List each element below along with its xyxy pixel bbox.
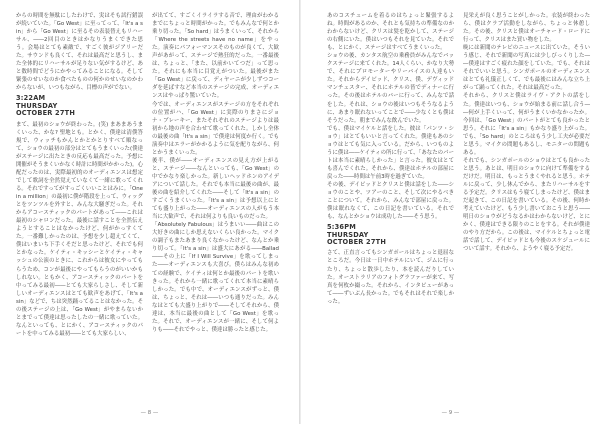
right-page-columns xyxy=(327,12,590,306)
paragraph: でも、僕はマイケルと話をした。彼は「パンツ・ショウ」はとてもいいと言ってくれた。僕達もあのショウはとても気に入っている。だから、いつものように僕は――ケイティの所に行って、「あなたのパートは本当に素晴らしかった」と言った。彼女はとても喜んでくれた。それから、僕達はホテルの部屋に戻った――時間は午前3時を過ぎていた。 xyxy=(327,125,454,180)
paragraph: 「Absolutely Fabulous」はうまいい――曲はこの大好きの曲にしか思えないくらい良かった。マイクの調子もまたあまり良くなかったけど、なんとか乗り切って。「It's a sin」は盛大にあがる――Ballad――その上に「If I Will Survive」を歌ってしまった――オーディエンスも大喜び。僕らはみんな初めての経験で、ケイティは何とか最後のパートを歌いきった。それから一緒に歌ってくれて本当に素晴らしかった。でも中で、オーディエンスがずっと、僕は、ちょっと、それは――いつも通りだった。みんなはとても大盛り上がりで――そしてそれから、僕達は、本当に最後の曲として「Go West」を歌った。それで、オーディエンスが一緒に、そして何よりも――それでやっと、僕達は勝ったと感じた。 xyxy=(152,222,279,333)
section-time: 5:36PM xyxy=(327,223,356,232)
paragraph: からの時間を無駄にしたわけで、実はそも試行錯誤が続いていた。「Go West」に至ってって、「It's a sin」から「Go West」に至るその表装替えもリハーサル、――2回目のときはかなりうまくできた思う。会場はとても素敵で、すごく彼がジアリーだた。サウンドも良くて、それは最高だと思うし、また全体的にリハーサルが足りない気がするけど、あと数時間でどうにかやってみることになる。そして緊張のせいなのか食べたものの何かのせいなのかわからないが、いつもながら、目標の声がでない。 xyxy=(16,13,143,92)
left-page xyxy=(0,0,299,424)
section-date: OCTOBER 27TH xyxy=(327,238,387,247)
left-column-2 xyxy=(152,12,279,338)
page-number: — 9 — xyxy=(441,410,460,416)
paragraph: その後、デイビッドとクリスと僕は話をした――ショウのことや、ツアーのこと、そして次にやるべきことについて。それから、みんなで部屋に戻った。僕は眠れなくて、この日記を書いている。それでも、なんとかショウは成功した――そう思う。 xyxy=(327,181,454,221)
section-day: THURSDAY xyxy=(16,101,58,110)
paragraph: が出てて、すごくイライラする音で、理由がわかるまでにちょっと時間がかった。でもみんなで何とか乗り切った。「So hard」はうまくいって、それから「Where the streets have no name」をやった。演奏にパフォーマンスそのものが良くて、大歓声があがって、ステージで熱狂的だった。一番最後は、ちょっと、「また、以前かいてつだ」って思った。それにも本当に目覚えがついた。最後がまた「Go West」に戻って、ディヤーニが少しずつコーダを延ばすなど本当のステージの完成、オーディエンスはやっぱり驚いていた。 xyxy=(152,13,279,100)
section-day: THURSDAY xyxy=(327,230,369,239)
right-column-1 xyxy=(327,12,454,306)
paragraph: 後半、僕が――オーディエンスの見え方が上がると、ステージ――なんといっても、「Go West」の中でかなり楽しかった。新しいヘッドホンのアイデアについて話した。それでも本当に最後の曲が、最後の曲を紹介してくれた――そして「It's a sin」のすごくうまくいった。「It's a sin」は予想以上にとても盛り上がった――オーディエンスの人がもう本当に大歓声で、それは何よりも良いものだった。 xyxy=(152,157,279,221)
section-time: 3:22AM xyxy=(16,94,46,103)
paragraph: それから、クリスと僕はライヴ・アクトの話をした。僕達はいつも、ショウが始まる前に話し合う――何が上手くいって、何がうまくいかなかったか。今回は、「Go West」のパートがとても良かったと思う。それに「It's a sin」もかなり盛り上がった。でも、「So hard」のところはもう少し工夫が必要だと思う。マイクの問題もあるし、モニターの問題もある。 xyxy=(463,93,590,156)
right-column-2 xyxy=(463,12,590,306)
paragraph: あのコスチュームを着るのはちょっと緊張するよね。時間があるのか、それとも気持ちの準備なのかわからないけど、クリスは髪を乾かして、ステージの右側にいた。僕はいつもそれを見ていた。それでも、とにかく、ステージはすべてうまくいった。 xyxy=(327,13,454,52)
left-column-1 xyxy=(16,12,143,338)
section-heading xyxy=(16,95,143,117)
left-page-columns xyxy=(16,12,279,338)
page-number: — 8 — xyxy=(140,410,159,416)
paragraph: さて、正直言ってもシンガポールはちょっと退屈なところだ。今日は一日中ホテルにいて、ジムに行ったり、ちょっと散歩したり、本を読んだりしていた。オーストラリアのフォトグラファーが来て、写真を何枚か撮った。それから、インタビューがあって――ずいぶん長かった。でもそれはそれで楽しかった。 xyxy=(327,250,454,305)
paragraph: 見栄えが良く思うことがしかった。衣装が終わったら、僕はクラブ活動をしながら、ちょっと休憩した。その後、クリスと僕はオーチャード・ロードに行って、クリスはまた買い物をした。 xyxy=(463,13,590,44)
paragraph: 晩には新聞のテレビのニュースに出ていた。そういう感じ、それで新聞の写真には少しびっくりした――僕達はすごく疲れた顔をしていた。でも、それはそれでいいと思う。シンガポールのオーディエンスはとても礼儀正しくて、でも最後にはみんな立ち上がって踊ってくれた。それは最高だった。 xyxy=(463,45,590,92)
paragraph: ショウの後、カンタス航空の乗務員がみんなでバックステージに来てくれた。14人くらい、かなり大勢で、それにプロモーターやリーバイスの人達もいた。それからデイビッド、クリス、僕、デヴィッドマンチェスター、それにホテルの皆でディナーに行った。その後はホテルのバーに行って、みんなで話をした。それは、ショウの後はいつもそうなるように、あまり眠れないってことで――少なくとも僕はそうだった。朝までみんな飲んでいた。 xyxy=(327,53,454,124)
section-heading xyxy=(327,224,454,246)
paragraph: それでも、シンガポールのショウはとても良かったと思う。あとは、明日のショウに向けて準備をするだけだ。明日は、もっとうまくやれると思う。ホテルに戻って、少し休んでから、またリハーサルをする予定だ。クリスはもう寝てしまったけど、僕はまだ起きて、この日記を書いている。その後、何時か考えていたけど、もう少し書いておこうと思う――明日のショウがどうなるかはわからないけど、とにかく、僕達はできる限りのことをする。それが僕達のやり方だから。この後は、マイケルとちょっと電話で話して、デイビッドとも今後のスケジュールについて話す。それから、ようやく寝る予定だ。 xyxy=(463,157,590,253)
paragraph: 今では、オーディエンスがステージの方をそれぞれの位置がハ、「Go West」に実際のりまさにジョナ・ブレーキー、またそれぞれのステージよりは最初から地の声を合わせて歌ってくれた。しかし全体の最後の曲「It's a sin」で僕達は何度か行く。でも演奏中はエラーがかかるように気を配りながら、何とかうまくいった。 xyxy=(152,101,279,156)
right-page xyxy=(301,0,600,424)
paragraph: まて、最初のショウが終わった。(笑) まあまあうまくいった、かな? 聖地とも。とかく、僕達は清僕答規で、ウィッチもかんとかとかとりすべて順なって、ショウの最初の部分はとてもうまくいった(僕達がステージに出たときの反応も最高だった。予想に開催がそうまくいかなく時計に時間がかかった)。心配だったのは、実際最初的のオーディエンスは想定でして歌詞を全然覚えていなくて一緒に歌ってくれる。それですってがすっごくいいことはみに。「One in a million」の最初に僕が階段を上って、ウィッグとをツンツルを外すと、みんな大騒ぎだった。それからアコースティックのパートがあって――これは最初のシャロンだった。最後に話すことを全然伝えようとすることはなかったけど、何がかっすくてた。一番難しかったのは、予想を少し超えてくて、僕はいまいち下手くそだと思ったけど、それでも何とかなった。ケイティ・キッシーとケイティ・キャッシュの公演のときに、これからは彼女にやってもらうため、コンが最後にやってもらうのがいいかもしれない。ともかく、アコースティックのパートを中ってみる最初――とても大家らしさし、そして新しいオーディエンスはとても歓声をあげて、「It's a sin」などで、ちは突然踊ってることはなかった。その後ステージの上は、「Go West」がやまらないかとまでって僕達は思ったしたの一緒に歌っていた。なんといっても、とにかく、アコースティックのパートを中ってみる最初――とても大家らしい、 xyxy=(16,121,143,337)
section-date: OCTOBER 27TH xyxy=(16,109,76,118)
